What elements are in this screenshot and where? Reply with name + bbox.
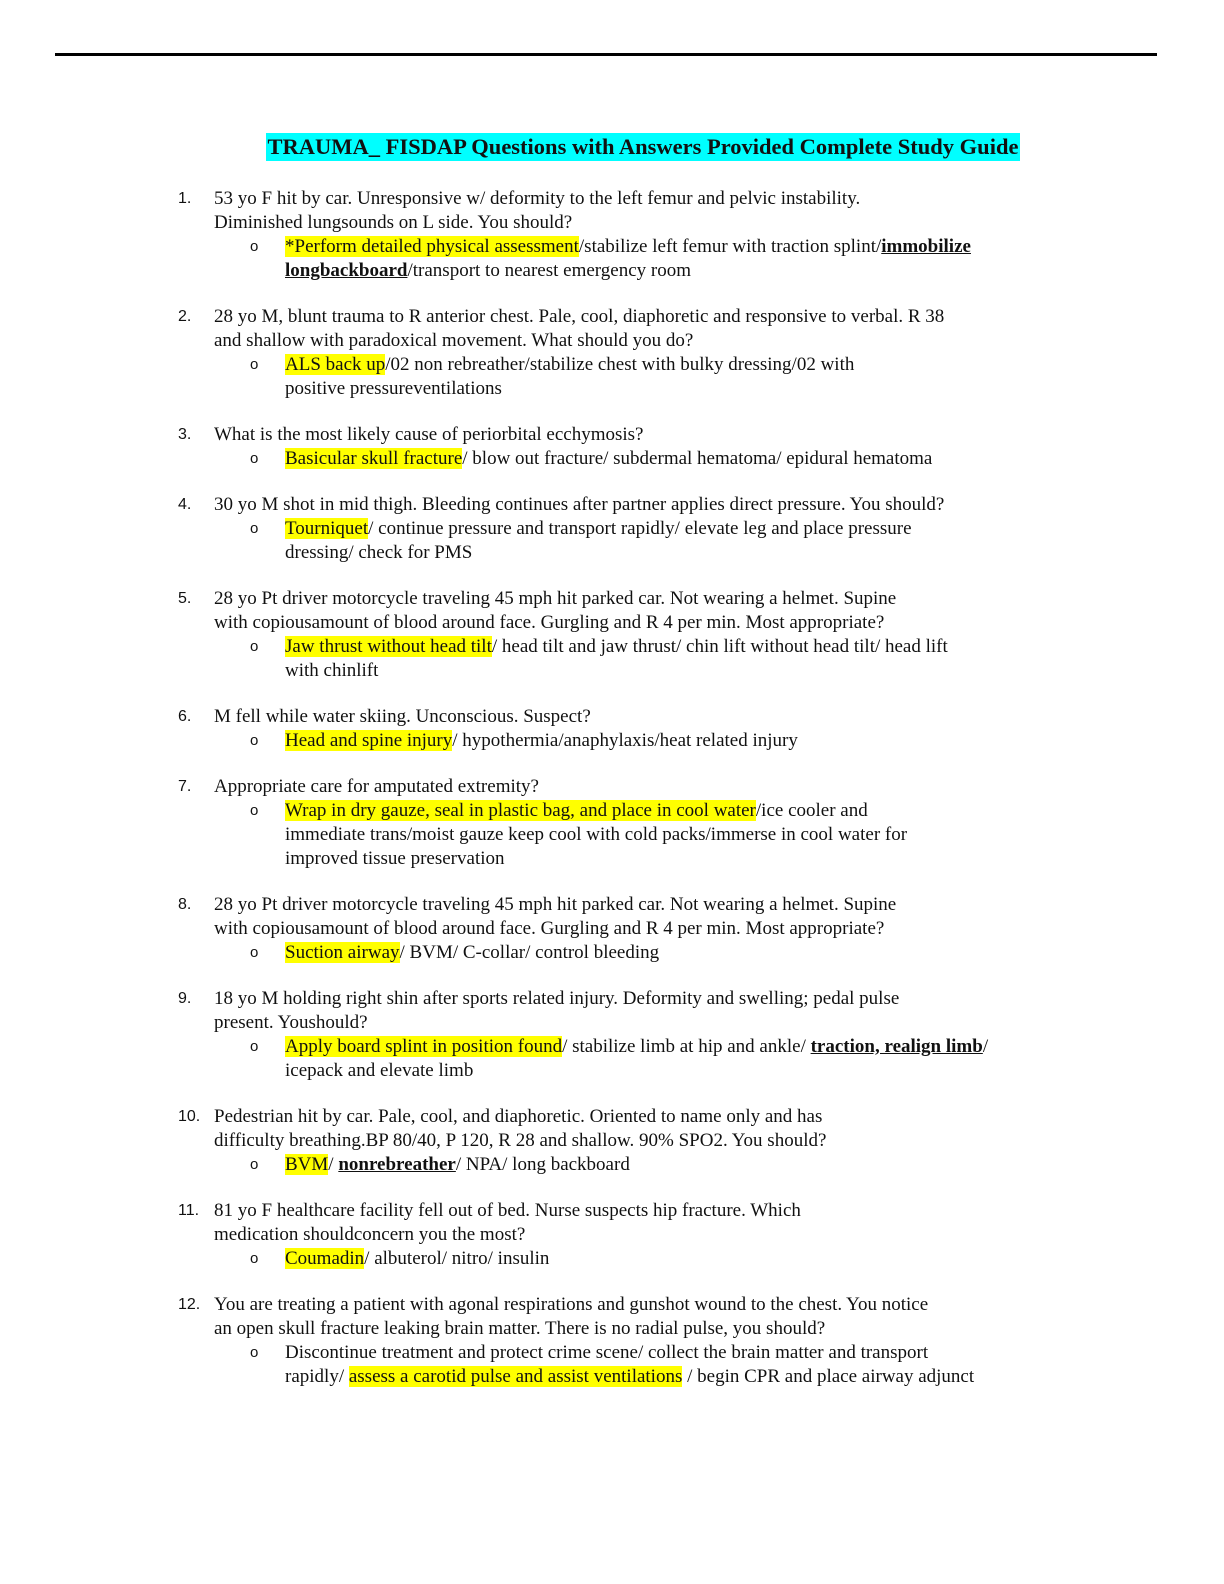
answer-text: Wrap in dry gauze, seal in plastic bag, and place in cool water/ice cooler and immediate trans/moist gauze keep cool with cold packs/immerse in cool water for improved tissue preservation	[285, 800, 908, 869]
question-number: 4.	[178, 496, 192, 513]
correct-answer: Wrap in dry gauze, seal in plastic bag, and place in cool water	[285, 800, 756, 821]
question-number: 1.	[178, 190, 192, 207]
question-number: 9.	[178, 990, 192, 1007]
question-item	[178, 1199, 1058, 1271]
answer-text: Suction airway/ BVM/ C-collar/ control bleeding	[285, 942, 660, 963]
emphasized-option: immobilize	[881, 236, 971, 257]
answer-text: Basicular skull fracture/ blow out fracture/ subdermal hematoma/ epidural hematoma	[285, 448, 933, 469]
question-number: 5.	[178, 590, 192, 607]
question-text: 30 yo M shot in mid thigh. Bleeding continues after partner applies direct pressure. You should?	[214, 494, 945, 515]
correct-answer: BVM	[285, 1154, 329, 1175]
question-text: You are treating a patient with agonal respirations and gunshot wound to the chest. You notice an open skull fracture leaking brain matter. There is no radial pulse, you should?	[214, 1294, 929, 1339]
bullet-icon: o	[250, 520, 259, 537]
answer-text: Coumadin/ albuterol/ nitro/ insulin	[285, 1248, 550, 1269]
answer-text: Head and spine injury/ hypothermia/anaphylaxis/heat related injury	[285, 730, 798, 751]
question-text: 18 yo M holding right shin after sports related injury. Deformity and swelling; pedal pulse present. Youshould?	[214, 988, 900, 1033]
question-item	[178, 893, 1058, 965]
bullet-icon: o	[250, 238, 259, 255]
question-number: 11.	[178, 1202, 200, 1219]
question-item	[178, 423, 1058, 471]
title-container	[0, 133, 1224, 161]
question-text: 53 yo F hit by car. Unresponsive w/ deformity to the left femur and pelvic instability. Diminished lungsounds on L side. You should?	[214, 188, 861, 233]
question-number: 8.	[178, 896, 192, 913]
question-text: 28 yo Pt driver motorcycle traveling 45 mph hit parked car. Not wearing a helmet. Supine with copiousamount of blood around face. Gurgling and R 4 per min. Most appropriate?	[214, 588, 897, 633]
question-text: 81 yo F healthcare facility fell out of bed. Nurse suspects hip fracture. Which medication shouldconcern you the most?	[214, 1200, 801, 1245]
answer-text: Tourniquet/ continue pressure and transport rapidly/ elevate leg and place pressure dressing/ check for PMS	[285, 518, 912, 563]
correct-answer: assess a carotid pulse and assist ventilations	[348, 1366, 683, 1387]
question-item	[178, 493, 1058, 565]
question-number: 12.	[178, 1296, 201, 1313]
question-text: 28 yo Pt driver motorcycle traveling 45 mph hit parked car. Not wearing a helmet. Supine with copiousamount of blood around face. Gurgling and R 4 per min. Most appropriate?	[214, 894, 897, 939]
correct-answer: Head and spine injury	[285, 730, 453, 751]
question-number: 6.	[178, 708, 192, 725]
emphasized-option: traction, realign limb	[810, 1036, 983, 1057]
correct-answer: *Perform detailed physical assessment	[285, 236, 579, 257]
question-item	[178, 305, 1058, 401]
answer-text: Discontinue treatment and protect crime scene/ collect the brain matter and transport rapidly/ assess a carotid pulse and assist ventilations / begin CPR and place airway adjunct	[285, 1342, 975, 1387]
question-number: 10.	[178, 1108, 201, 1125]
question-item	[178, 1105, 1058, 1177]
bullet-icon: o	[250, 1344, 259, 1361]
question-text: Pedestrian hit by car. Pale, cool, and diaphoretic. Oriented to name only and has difficulty breathing.BP 80/40, P 120, R 28 and shallow. 90% SPO2. You should?	[214, 1106, 827, 1151]
correct-answer: ALS back up	[285, 354, 386, 375]
question-text: Appropriate care for amputated extremity?	[214, 776, 539, 797]
question-text: What is the most likely cause of periorbital ecchymosis?	[214, 424, 644, 445]
question-item	[178, 705, 1058, 753]
question-item	[178, 987, 1058, 1083]
correct-answer: Suction airway	[285, 942, 400, 963]
correct-answer: Coumadin	[285, 1248, 365, 1269]
bullet-icon: o	[250, 450, 259, 467]
correct-answer: Apply board splint in position found	[285, 1036, 563, 1057]
bullet-icon: o	[250, 1156, 259, 1173]
question-text: 28 yo M, blunt trauma to R anterior chest. Pale, cool, diaphoretic and responsive to verbal. R 38 and shallow with paradoxical movement. What should you do?	[214, 306, 945, 351]
bullet-icon: o	[250, 1038, 259, 1055]
question-item	[178, 775, 1058, 871]
answer-text: ALS back up/02 non rebreather/stabilize chest with bulky dressing/02 with positive pressureventilations	[285, 354, 855, 399]
answer-text: BVM/ nonrebreather/ NPA/ long backboard	[285, 1154, 630, 1175]
bullet-icon: o	[250, 802, 259, 819]
bullet-icon: o	[250, 638, 259, 655]
question-number: 2.	[178, 308, 192, 325]
question-item	[178, 587, 1058, 683]
bullet-icon: o	[250, 732, 259, 749]
answer-text: Apply board splint in position found/ stabilize limb at hip and ankle/ traction, realign limb/ icepack and elevate limb	[285, 1036, 989, 1081]
question-number: 7.	[178, 778, 192, 795]
bullet-icon: o	[250, 1250, 259, 1267]
page-title: TRAUMA_ FISDAP Questions with Answers Provided Complete Study Guide	[267, 134, 1019, 159]
question-list	[178, 187, 1058, 1411]
correct-answer: Basicular skull fracture	[285, 448, 463, 469]
question-item	[178, 187, 1058, 283]
correct-answer: Tourniquet	[285, 518, 369, 539]
answer-text: Jaw thrust without head tilt/ head tilt and jaw thrust/ chin lift without head tilt/ head lift with chinlift	[285, 636, 948, 681]
bullet-icon: o	[250, 356, 259, 373]
question-number: 3.	[178, 426, 192, 443]
correct-answer: Jaw thrust without head tilt	[285, 636, 492, 657]
question-text: M fell while water skiing. Unconscious. Suspect?	[214, 706, 591, 727]
question-item	[178, 1293, 1058, 1389]
emphasized-option: nonrebreather	[338, 1154, 456, 1175]
header-rule	[55, 53, 1157, 56]
answer-text: *Perform detailed physical assessment/stabilize left femur with traction splint/immobilize longbackboard/transport to nearest emergency room	[285, 236, 971, 281]
bullet-icon: o	[250, 944, 259, 961]
emphasized-option: longbackboard	[285, 260, 408, 281]
